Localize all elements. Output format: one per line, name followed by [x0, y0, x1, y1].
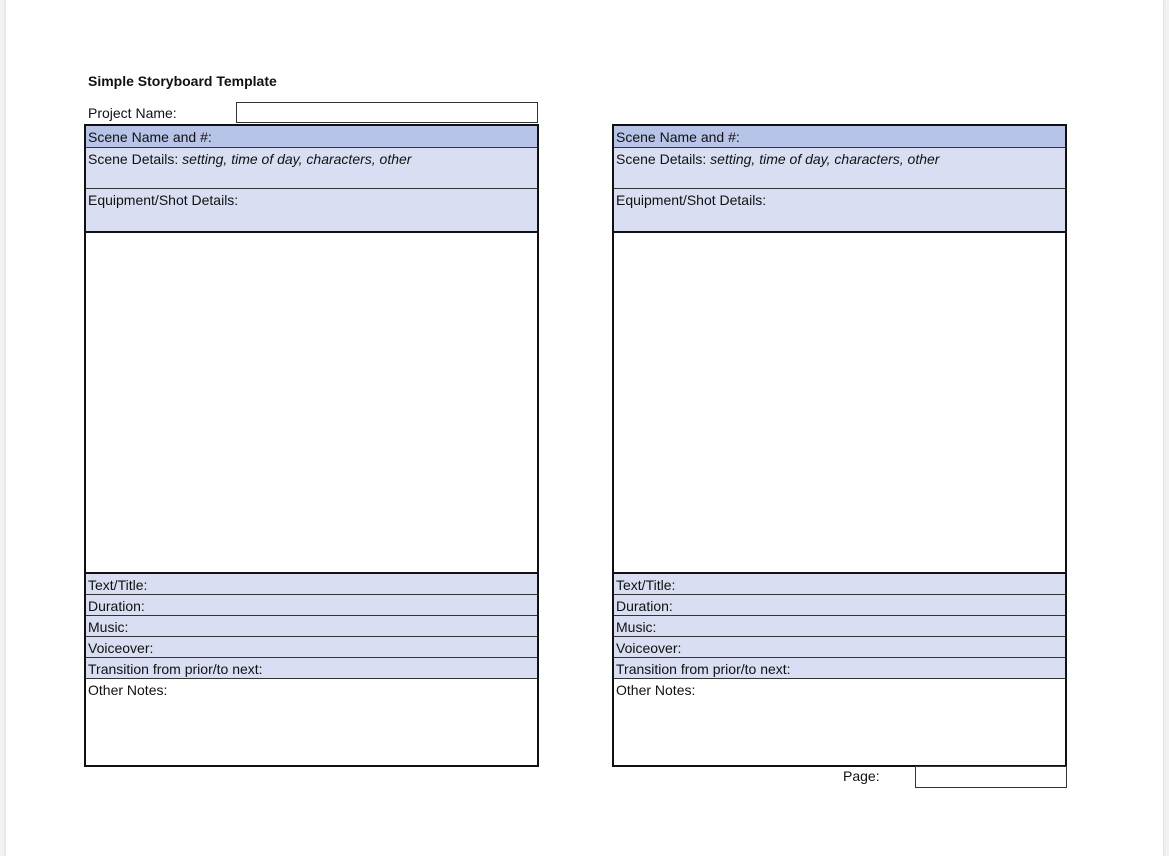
- scene-name-label: Scene Name and #:: [616, 129, 740, 145]
- text-title-field[interactable]: [86, 574, 537, 595]
- equipment-field[interactable]: [614, 189, 1065, 233]
- project-name-label: Project Name:: [88, 105, 177, 121]
- scene-name-label: Scene Name and #:: [88, 129, 212, 145]
- scene-details-label: Scene Details:: [616, 151, 707, 167]
- other-notes-label: Other Notes:: [88, 682, 168, 698]
- equipment-field[interactable]: [86, 189, 537, 233]
- other-notes-label: Other Notes:: [616, 682, 696, 698]
- scene-details-hint: setting, time of day, characters, other: [710, 151, 940, 167]
- duration-label: Duration:: [88, 598, 145, 614]
- music-label: Music:: [616, 619, 657, 635]
- other-notes-field[interactable]: [86, 679, 537, 765]
- other-notes-field[interactable]: [614, 679, 1065, 765]
- transition-label: Transition from prior/to next:: [88, 661, 263, 677]
- document-title: Simple Storyboard Template: [88, 73, 277, 89]
- music-field[interactable]: [86, 616, 537, 637]
- storyboard-panel-1: [84, 124, 539, 767]
- sketch-frame[interactable]: [86, 233, 537, 574]
- document-page: [6, 0, 1163, 856]
- transition-field[interactable]: [86, 658, 537, 679]
- music-field[interactable]: [614, 616, 1065, 637]
- duration-field[interactable]: [86, 595, 537, 616]
- equipment-label: Equipment/Shot Details:: [88, 192, 239, 208]
- scene-details-label: Scene Details:: [88, 151, 179, 167]
- transition-field[interactable]: [614, 658, 1065, 679]
- text-title-label: Text/Title:: [88, 577, 148, 593]
- voiceover-field[interactable]: [614, 637, 1065, 658]
- text-title-label: Text/Title:: [616, 577, 676, 593]
- scene-details-hint: setting, time of day, characters, other: [182, 151, 412, 167]
- equipment-label: Equipment/Shot Details:: [616, 192, 767, 208]
- scene-name-field[interactable]: [614, 126, 1065, 148]
- voiceover-label: Voiceover:: [88, 640, 154, 656]
- duration-label: Duration:: [616, 598, 673, 614]
- music-label: Music:: [88, 619, 129, 635]
- sketch-frame[interactable]: [614, 233, 1065, 574]
- storyboard-panel-2: [612, 124, 1067, 767]
- scene-name-field[interactable]: [86, 126, 537, 148]
- project-name-field[interactable]: [236, 102, 538, 123]
- page-label: Page:: [843, 768, 880, 784]
- voiceover-label: Voiceover:: [616, 640, 682, 656]
- scene-details-field[interactable]: [614, 148, 1065, 189]
- voiceover-field[interactable]: [86, 637, 537, 658]
- page-number-field[interactable]: [915, 766, 1067, 788]
- scene-details-field[interactable]: [86, 148, 537, 189]
- duration-field[interactable]: [614, 595, 1065, 616]
- transition-label: Transition from prior/to next:: [616, 661, 791, 677]
- text-title-field[interactable]: [614, 574, 1065, 595]
